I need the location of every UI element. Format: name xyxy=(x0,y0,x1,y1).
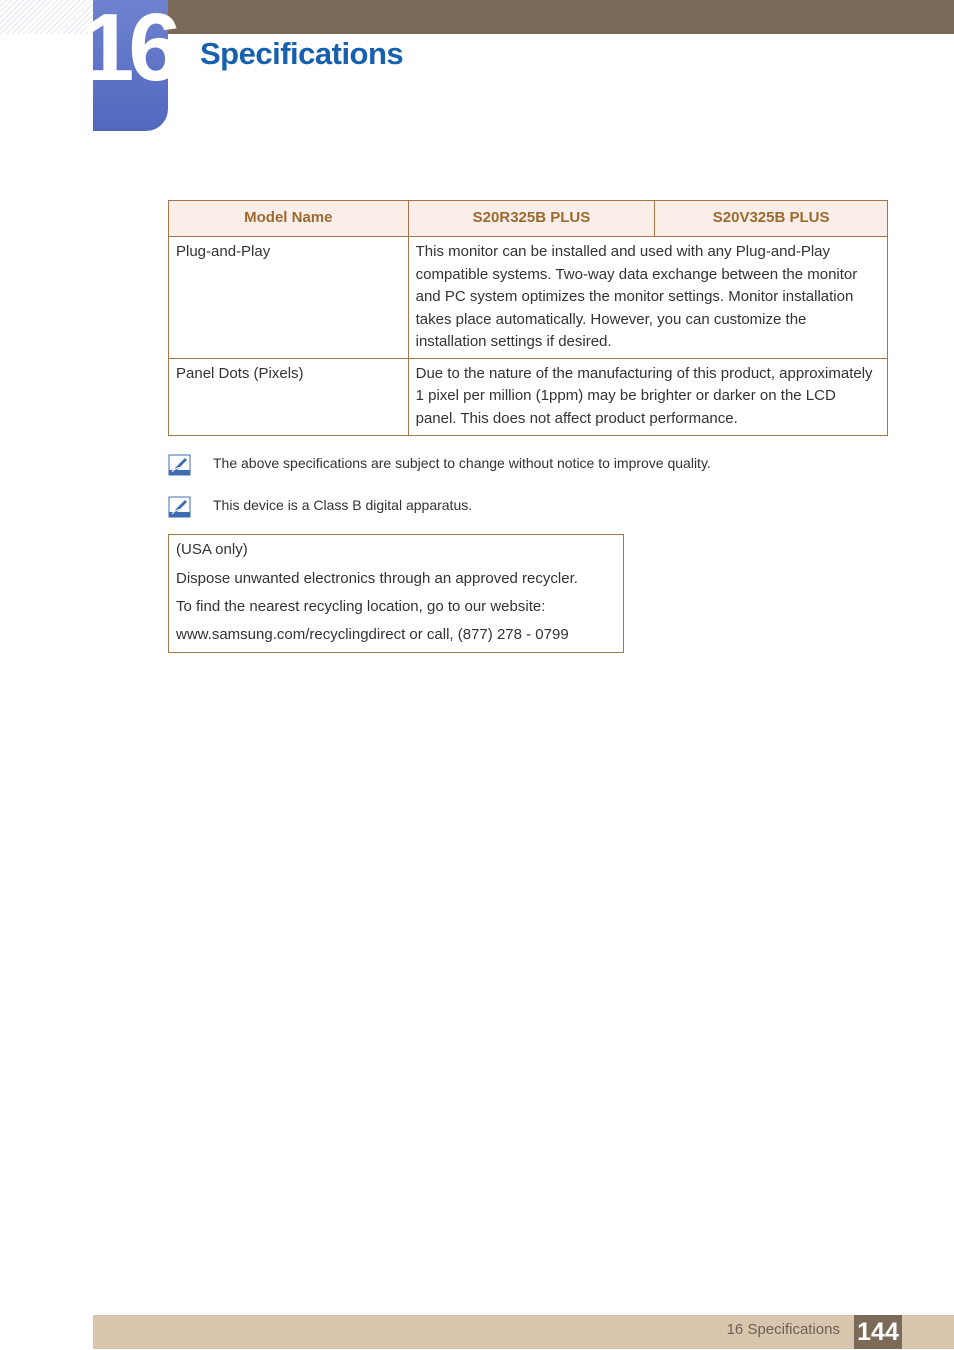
page-title: Specifications xyxy=(200,36,404,71)
note-item xyxy=(168,495,888,521)
note-text: This device is a Class B digital apparatus. xyxy=(213,497,473,513)
recycling-info-box xyxy=(168,534,624,653)
footer-section-label: 16 Specifications xyxy=(726,1321,840,1338)
recycling-line: Dispose unwanted electronics through an approved recycler. xyxy=(176,570,578,587)
recycling-line: www.samsung.com/recyclingdirect or call, (877) 278 - 0799 xyxy=(176,626,569,643)
chapter-number: 16 xyxy=(81,0,176,101)
row-value: This monitor can be installed and used with any Plug-and-Play compatible systems. Two-way data exchange between the monitor and PC system optimizes the monitor settings. Monitor installation takes place automatically. However, you can customize the installation settings if desired. xyxy=(408,237,887,359)
row-label: Panel Dots (Pixels) xyxy=(169,358,409,435)
header-bar xyxy=(168,0,954,34)
header-hatch-decoration xyxy=(0,0,93,34)
row-value: Due to the nature of the manufacturing of this product, approximately 1 pixel per million (1ppm) may be brighter or darker on the LCD panel. This does not affect product performance. xyxy=(408,358,887,435)
specifications-table xyxy=(168,200,888,436)
table-row xyxy=(169,358,888,435)
chapter-number-block xyxy=(81,0,176,131)
recycling-line: (USA only) xyxy=(176,541,248,558)
column-header-s20v325b: S20V325B PLUS xyxy=(655,201,888,237)
table-header-row xyxy=(169,201,888,237)
footer-page-number: 144 xyxy=(854,1315,902,1349)
column-header-s20r325b: S20R325B PLUS xyxy=(408,201,655,237)
table-row xyxy=(169,237,888,359)
note-pencil-icon xyxy=(168,453,192,477)
note-pencil-icon xyxy=(168,495,192,519)
note-text: The above specifications are subject to change without notice to improve quality. xyxy=(213,455,711,471)
note-item xyxy=(168,453,888,479)
recycling-line: To find the nearest recycling location, go to our website: xyxy=(176,598,546,615)
column-header-model-name: Model Name xyxy=(169,201,409,237)
row-label: Plug-and-Play xyxy=(169,237,409,359)
